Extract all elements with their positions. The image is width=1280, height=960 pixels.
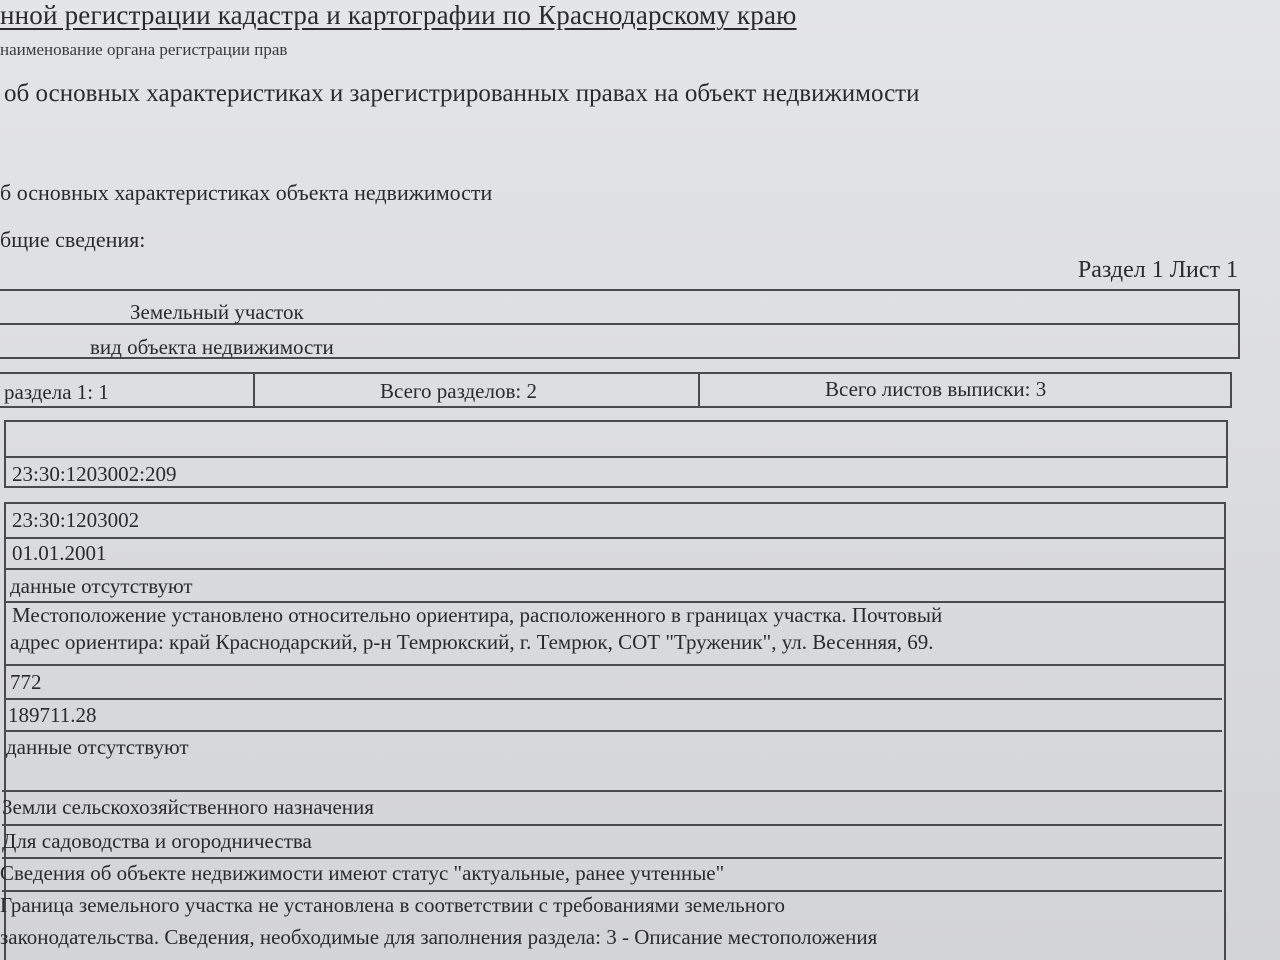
cadastral-number-box bbox=[4, 420, 1228, 488]
row-divider bbox=[4, 730, 1222, 732]
permitted-use: Для садоводства и огородничества bbox=[2, 829, 312, 853]
counts-divider-2 bbox=[698, 372, 700, 408]
section-sheet-count: раздела 1: 1 bbox=[4, 380, 109, 404]
row-divider bbox=[4, 664, 1224, 666]
cadastral-quarter: 23:30:1203002 bbox=[12, 508, 140, 532]
total-sections: Всего разделов: 2 bbox=[380, 379, 537, 403]
special-notes-line-1: Граница земельного участка не установлена в соответствии с требованиями земельного bbox=[0, 893, 786, 917]
area-value: 772 bbox=[10, 670, 42, 694]
row-divider bbox=[2, 890, 1222, 892]
total-sheets: Всего листов выписки: 3 bbox=[825, 377, 1047, 401]
row-divider bbox=[2, 790, 1222, 792]
general-info-label: бщие сведения: bbox=[0, 227, 146, 252]
section-sheet-label: Раздел 1 Лист 1 bbox=[1077, 257, 1238, 283]
address-line-2: адрес ориентира: край Краснодарский, р-н Темрюкский, г. Темрюк, СОТ "Труженик", ул. Весенняя, 69. bbox=[10, 630, 934, 654]
object-type-caption: вид объекта недвижимости bbox=[90, 335, 334, 359]
registration-authority-name: нной регистрации кадастра и картографии по Краснодарскому краю bbox=[0, 0, 797, 30]
record-status: Сведения об объекте недвижимости имеют статус "актуальные, ранее учтенные" bbox=[0, 861, 725, 885]
special-notes-line-2: законодательства. Сведения, необходимые для заполнения раздела: 3 - Описание местоположения bbox=[0, 925, 878, 949]
section-title: б основных характеристиках объекта недвижимости bbox=[0, 180, 493, 205]
previous-number: данные отсутствуют bbox=[10, 574, 193, 598]
row-divider bbox=[2, 824, 1222, 826]
row-divider bbox=[4, 537, 1226, 539]
row-divider bbox=[4, 568, 1226, 570]
land-category: Земли сельскохозяйственного назначения bbox=[2, 795, 374, 819]
cadastral-value: 189711.28 bbox=[8, 703, 97, 727]
row-divider bbox=[4, 698, 1222, 700]
cadastral-number-value: 23:30:1203002:209 bbox=[12, 462, 177, 486]
related-objects: данные отсутствуют bbox=[6, 735, 189, 759]
address-line-1: Местоположение установлено относительно ориентира, расположенного в границах участка. Почтовый bbox=[12, 603, 943, 627]
row-divider bbox=[2, 857, 1222, 859]
document-title: об основных характеристиках и зарегистрированных правах на объект недвижимости bbox=[4, 80, 920, 107]
registration-authority-caption: наименование органа регистрации прав bbox=[0, 40, 288, 59]
object-type-value: Земельный участок bbox=[130, 300, 304, 324]
cadastral-number-divider bbox=[4, 456, 1228, 458]
counts-divider-1 bbox=[253, 372, 255, 408]
assignment-date: 01.01.2001 bbox=[12, 541, 107, 565]
counts-row bbox=[0, 372, 1232, 408]
